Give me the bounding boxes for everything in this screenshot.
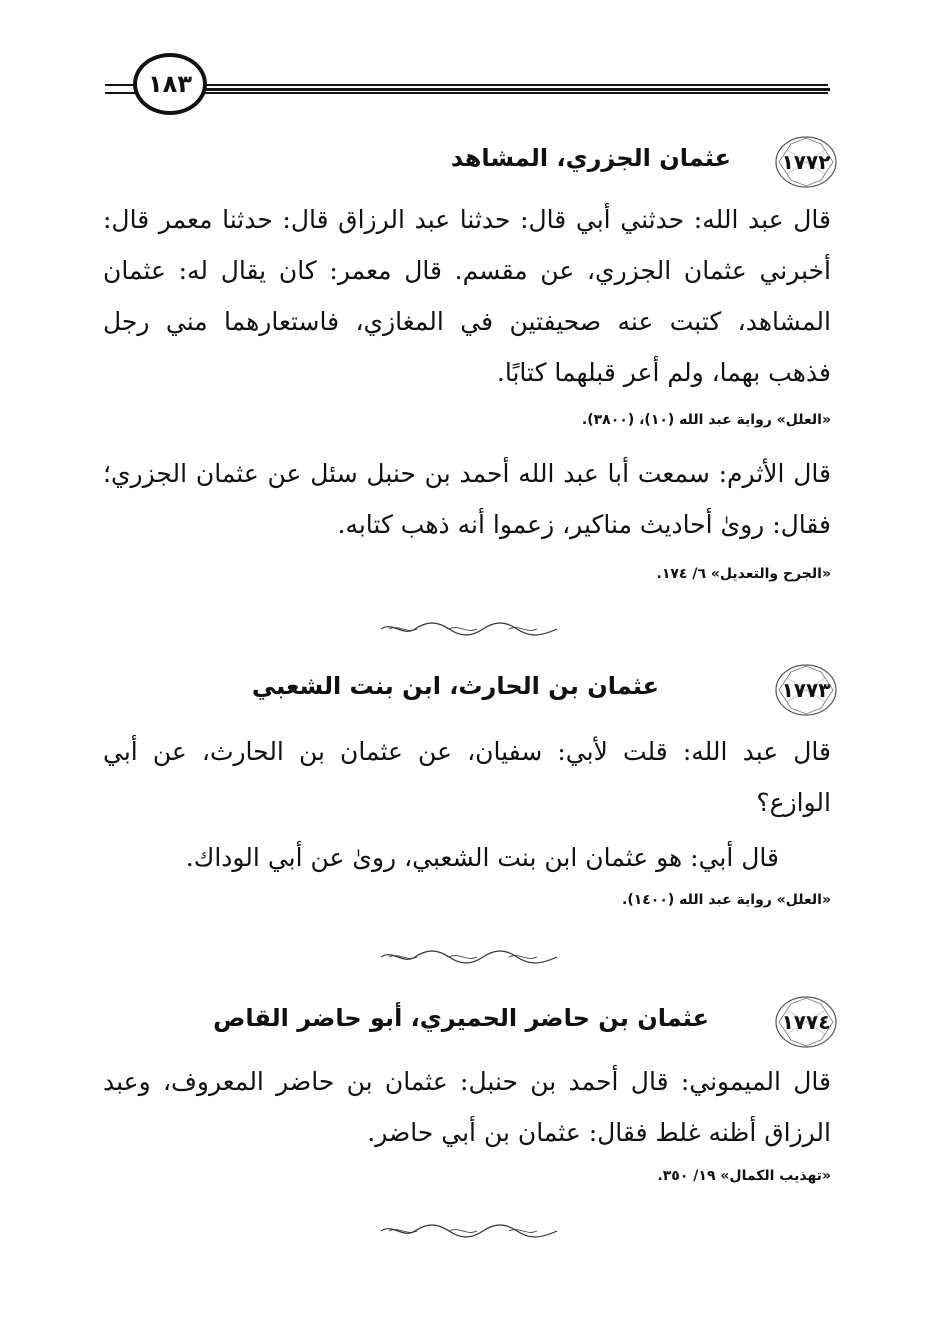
header-rule-thick <box>200 88 830 91</box>
section-divider-ornament-icon <box>379 950 559 964</box>
page-number-badge <box>133 53 207 115</box>
entry-header <box>100 134 839 194</box>
header-rule-bottom <box>105 92 828 94</box>
entry-title: عثمان بن حاضر الحميري، أبو حاضر القاص <box>213 1004 709 1032</box>
section-divider-ornament-icon <box>379 1224 559 1238</box>
entry-number: ١٧٧٢ <box>781 150 831 174</box>
entry-number: ١٧٧٣ <box>781 678 831 702</box>
entry-text: قال عبد الله: قلت لأبي: سفيان، عن عثمان بن الحارث، عن أبي الوازع؟ <box>103 737 831 817</box>
header-rule-top <box>105 84 828 86</box>
entry-number-medallion <box>773 994 839 1050</box>
entry-number-medallion <box>773 662 839 718</box>
entry-reference: «العلل» رواية عبد الله (١٠)، (٣٨٠٠). <box>581 412 831 428</box>
entry-header <box>100 994 839 1054</box>
entry-reference: «تهذيب الكمال» ١٩/ ٣٥٠. <box>657 1168 831 1184</box>
entry-header <box>100 662 839 722</box>
entry-text: قال الميموني: قال أحمد بن حنبل: عثمان بن حاضر المعروف، وعبد الرزاق أظنه غلط فقال: عثمان بن أبي حاضر. <box>103 1067 831 1147</box>
section-divider-ornament-icon <box>379 622 559 636</box>
page-number: ١٨٣ <box>148 70 192 98</box>
entry-reference: «الجرح والتعديل» ٦/ ١٧٤. <box>656 566 831 582</box>
entry-text: قال الأثرم: سمعت أبا عبد الله أحمد بن حنبل سئل عن عثمان الجزري؛ فقال: روىٰ أحاديث مناكير، زعموا أنه ذهب كتابه. <box>103 459 831 539</box>
entry-text: قال عبد الله: حدثني أبي قال: حدثنا عبد الرزاق قال: حدثنا معمر قال: أخبرني عثمان الجزري، عن مقسم. قال معمر: كان يقال له: عثمان المشاهد، كتبت عنه صحيفتين في المغازي، فاستعارهما مني رجل فذهب بهما، ولم أعر قبلهما كتابًا. <box>103 205 831 387</box>
entry-reference: «العلل» رواية عبد الله (١٤٠٠). <box>622 892 831 908</box>
entry-number: ١٧٧٤ <box>781 1010 831 1034</box>
entry-number-medallion <box>773 134 839 190</box>
entry-title: عثمان بن الحارث، ابن بنت الشعبي <box>251 672 659 700</box>
entry-text: قال أبي: هو عثمان ابن بنت الشعبي، روىٰ عن أبي الوداك. <box>185 843 779 872</box>
entry-title: عثمان الجزري، المشاهد <box>450 144 731 172</box>
